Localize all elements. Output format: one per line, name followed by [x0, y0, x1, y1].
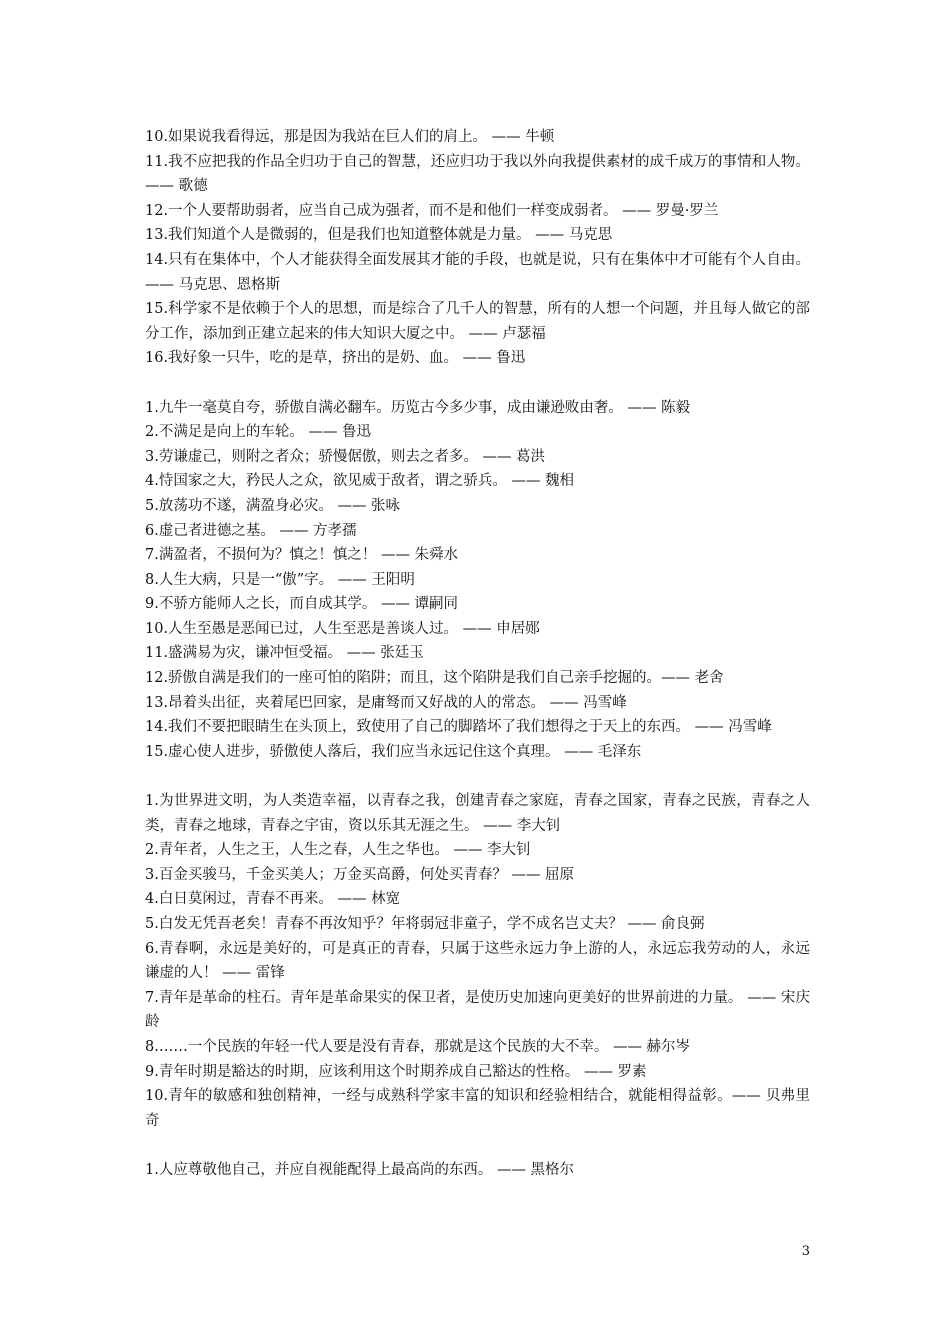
quote-item: 9.青年时期是豁达的时期，应该利用这个时期养成自己豁达的性格。 —— 罗素 — [145, 1063, 647, 1080]
quote-item: 7.青年是革命的柱石。青年是革命果实的保卫者，是使历史加速向更美好的世界前进的力量。 —— 宋庆龄 — [145, 989, 810, 1031]
quote-item: 12.骄傲自满是我们的一座可怕的陷阱；而且，这个陷阱是我们自己亲手挖掘的。—— 老舍 — [145, 670, 724, 687]
quote-item: 5.白发无凭吾老矣！青春不再汝知乎？年将弱冠非童子，学不成名岂丈夫？ —— 俞良弼 — [145, 916, 705, 932]
quote-item: 7.满盈者，不损何为？慎之！慎之！ —— 朱舜水 — [145, 547, 459, 564]
quote-item: 2.青年者，人生之王，人生之春，人生之华也。 —— 李大钊 — [145, 842, 531, 859]
quote-item: 1.九牛一毫莫自夸，骄傲自满必翻车。历览古今多少事，成由谦逊败由奢。 —— 陈毅 — [145, 399, 691, 416]
quote-item: 14.只有在集体中，个人才能获得全面发展其才能的手段，也就是说，只有在集体中才可能有个人自由。 —— 马克思、恩格斯 — [145, 251, 810, 293]
quote-item: 6.虚己者进德之基。 —— 方孝孺 — [145, 522, 357, 539]
quote-section — [145, 125, 810, 371]
quote-item: 8.人生大病，只是一“傲”字。 —— 王阳明 — [145, 571, 415, 588]
quote-item: 15.虚心使人进步，骄傲使人落后，我们应当永远记住这个真理。 —— 毛泽东 — [145, 743, 642, 760]
quote-item: 8.……一个民族的年轻一代人要是没有青春，那就是这个民族的大不幸。 —— 赫尔岑 — [145, 1038, 691, 1055]
quote-item: 3.百金买骏马，千金买美人；万金买高爵，何处买青春？ —— 屈原 — [145, 866, 575, 883]
quote-item: 10.如果说我看得远，那是因为我站在巨人们的肩上。 —— 牛顿 — [145, 129, 555, 145]
page-number: 3 — [801, 1244, 810, 1259]
quote-list — [145, 125, 810, 1183]
quote-section — [145, 1158, 810, 1183]
quote-item: 11.盛满易为灾，谦冲恒受福。 —— 张廷玉 — [145, 645, 424, 662]
quote-item: 11.我不应把我的作品全归功于自己的智慧，还应归功于我以外向我提供素材的成千成万的事情和人物。 —— 歌德 — [145, 153, 810, 195]
quote-section — [145, 396, 810, 765]
quote-item: 2.不满足是向上的车轮。 —— 鲁迅 — [145, 424, 372, 441]
quote-item: 6.青春啊，永远是美好的，可是真正的青春，只属于这些永远力争上游的人，永远忘我劳动的人，永远谦虚的人！ —— 雷锋 — [145, 940, 810, 982]
quote-item: 1.为世界进文明，为人类造幸福，以青春之我，创建青春之家庭，青春之国家，青春之民族，青春之人类，青春之地球，青春之宇宙，资以乐其无涯之生。 —— 李大钊 — [145, 793, 810, 834]
quote-item: 12.一个人要帮助弱者，应当自己成为强者，而不是和他们一样变成弱者。 —— 罗曼·罗兰 — [145, 202, 719, 219]
quote-item: 9.不骄方能师人之长，而自成其学。 —— 谭嗣同 — [145, 596, 459, 613]
quote-item: 1.人应尊敬他自己，并应自视能配得上最高尚的东西。 —— 黑格尔 — [145, 1161, 575, 1178]
quote-item: 14.我们不要把眼睛生在头顶上，致使用了自己的脚踏坏了我们想得之于天上的东西。 —— 冯雪峰 — [145, 719, 772, 736]
quote-item: 4.白日莫闲过，青春不再来。 —— 林宽 — [145, 891, 401, 908]
quote-item: 10.青年的敏感和独创精神，一经与成熟科学家丰富的知识和经验相结合，就能相得益彰。—— 贝弗里奇 — [145, 1088, 810, 1129]
quote-item: 15.科学家不是依赖于个人的思想，而是综合了几千人的智慧，所有的人想一个问题，并且每人做它的部分工作，添加到正建立起来的伟大知识大厦之中。 —— 卢瑟福 — [145, 301, 810, 342]
quote-item: 16.我好象一只牛，吃的是草，挤出的是奶、血。 —— 鲁迅 — [145, 350, 526, 367]
quote-item: 5.放荡功不遂，满盈身必灾。 —— 张咏 — [145, 497, 401, 514]
quote-section — [145, 789, 810, 1133]
quote-item: 13.我们知道个人是微弱的，但是我们也知道整体就是力量。 —— 马克思 — [145, 227, 613, 244]
quote-item: 13.昂着头出征，夹着尾巴回家，是庸驽而又好战的人的常态。 —— 冯雪峰 — [145, 694, 627, 711]
quote-item: 10.人生至愚是恶闻已过，人生至恶是善谈人过。 —— 申居郧 — [145, 620, 540, 637]
quote-item: 3.劳谦虚己，则附之者众；骄慢倨傲，则去之者多。 —— 葛洪 — [145, 448, 546, 465]
quote-item: 4.恃国家之大，矜民人之众，欲见威于敌者，谓之骄兵。 —— 魏相 — [145, 473, 575, 490]
